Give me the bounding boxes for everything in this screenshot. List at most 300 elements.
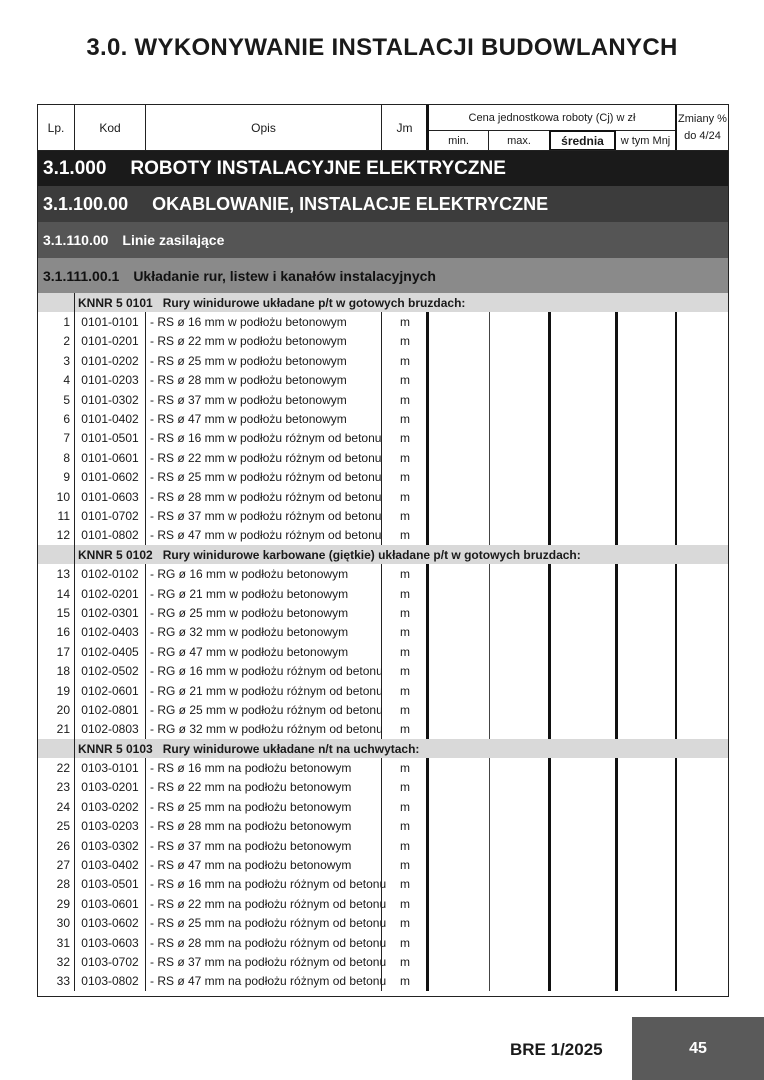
row-lp: 17 (38, 642, 75, 661)
row-jm: m (400, 508, 410, 523)
column-rule (426, 564, 429, 583)
column-rule (489, 409, 490, 428)
column-rule (489, 390, 490, 409)
table-row (38, 700, 728, 719)
row-jm: m (400, 353, 410, 368)
table-row (38, 758, 728, 777)
row-lp: 27 (38, 855, 75, 874)
row-jm: m (400, 664, 410, 679)
table-row (38, 409, 728, 428)
row-kod: 0103-0203 (75, 817, 146, 836)
column-rule (675, 797, 677, 816)
column-rule (615, 836, 618, 855)
group-header-row (38, 293, 728, 312)
row-opis: - RS ø 28 mm w podłożu różnym od betonu (146, 487, 382, 506)
table-row (38, 797, 728, 816)
column-rule (615, 681, 618, 700)
column-rule (675, 448, 677, 467)
row-kod: 0102-0601 (75, 681, 146, 700)
table-row (38, 526, 728, 545)
table-row (38, 603, 728, 622)
row-opis: - RS ø 47 mm na podłożu betonowym (146, 855, 382, 874)
column-rule (675, 642, 677, 661)
row-lp: 4 (38, 371, 75, 390)
column-rule (489, 836, 490, 855)
column-rule (548, 642, 551, 661)
column-rule (675, 972, 677, 991)
section-code: 3.1.111.00.1 (43, 267, 120, 284)
row-kod: 0101-0601 (75, 448, 146, 467)
column-rule (548, 797, 551, 816)
table-row (38, 506, 728, 525)
row-lp: 21 (38, 720, 75, 739)
row-kod: 0103-0201 (75, 778, 146, 797)
column-rule (675, 526, 677, 545)
table-row (38, 836, 728, 855)
row-kod: 0103-0802 (75, 972, 146, 991)
row-opis: - RG ø 32 mm w podłożu różnym od betonu (146, 720, 382, 739)
row-lp: 16 (38, 623, 75, 642)
column-rule (615, 700, 618, 719)
group-header-row (38, 739, 728, 758)
header-lp: Lp. (38, 105, 75, 151)
row-kod: 0102-0803 (75, 720, 146, 739)
row-jm: m (400, 412, 410, 427)
table-row (38, 390, 728, 409)
row-lp: 8 (38, 448, 75, 467)
column-rule (426, 468, 429, 487)
row-opis: - RS ø 37 mm w podłożu różnym od betonu (146, 506, 382, 525)
column-rule (615, 642, 618, 661)
column-rule (675, 720, 677, 739)
page-title: 3.0. WYKONYWANIE INSTALACJI BUDOWLANYCH (86, 34, 678, 61)
row-jm: m (400, 586, 410, 601)
column-rule (489, 526, 490, 545)
row-kod: 0101-0603 (75, 487, 146, 506)
group-knnr: KNNR 5 0103 (78, 741, 153, 756)
column-rule (675, 681, 677, 700)
column-rule (548, 817, 551, 836)
column-rule (615, 371, 618, 390)
row-lp: 15 (38, 603, 75, 622)
column-rule (615, 564, 618, 583)
table-row (38, 642, 728, 661)
row-lp: 11 (38, 506, 75, 525)
row-opis: - RS ø 22 mm na podłożu betonowym (146, 778, 382, 797)
group-knnr: KNNR 5 0101 (78, 295, 153, 310)
column-rule (675, 468, 677, 487)
row-jm: m (400, 838, 410, 853)
header-zmiany (677, 105, 728, 151)
group-title: Rury winidurowe układane n/t na uchwytach: (162, 741, 420, 756)
column-rule (74, 293, 75, 312)
column-rule (426, 797, 429, 816)
row-opis: - RS ø 37 mm na podłożu betonowym (146, 836, 382, 855)
column-rule (489, 332, 490, 351)
row-opis: - RG ø 32 mm w podłożu betonowym (146, 623, 382, 642)
column-rule (548, 681, 551, 700)
header-jm: Jm (382, 105, 428, 151)
row-jm: m (400, 858, 410, 873)
row-jm: m (400, 605, 410, 620)
table-row (38, 894, 728, 913)
row-jm: m (400, 799, 410, 814)
column-rule (615, 487, 618, 506)
column-rule (426, 332, 429, 351)
column-rule (548, 894, 551, 913)
row-kod: 0101-0101 (75, 312, 146, 331)
column-rule (426, 584, 429, 603)
column-rule (615, 448, 618, 467)
column-rule (675, 564, 677, 583)
column-rule (548, 390, 551, 409)
row-lp: 18 (38, 661, 75, 680)
column-rule (548, 409, 551, 428)
column-rule (489, 584, 490, 603)
row-jm: m (400, 489, 410, 504)
row-opis: - RS ø 22 mm w podłożu betonowym (146, 332, 382, 351)
column-rule (675, 933, 677, 952)
column-rule (548, 914, 551, 933)
row-lp: 3 (38, 351, 75, 370)
column-rule (548, 758, 551, 777)
column-rule (615, 875, 618, 894)
column-rule (615, 914, 618, 933)
column-rule (489, 778, 490, 797)
column-rule (489, 972, 490, 991)
page-number: 45 (689, 1039, 707, 1057)
table-row (38, 623, 728, 642)
column-rule (615, 623, 618, 642)
column-rule (675, 855, 677, 874)
column-rule (548, 487, 551, 506)
row-lp: 5 (38, 390, 75, 409)
column-rule (675, 429, 677, 448)
column-rule (489, 952, 490, 971)
row-kod: 0103-0402 (75, 855, 146, 874)
table-row (38, 448, 728, 467)
row-opis: - RS ø 25 mm na podłożu różnym od betonu (146, 914, 382, 933)
row-jm: m (400, 392, 410, 407)
column-rule (615, 390, 618, 409)
row-kod: 0101-0202 (75, 351, 146, 370)
header-kod: Kod (75, 105, 146, 151)
column-rule (548, 623, 551, 642)
column-rule (426, 875, 429, 894)
column-rule (489, 312, 490, 331)
column-rule (615, 312, 618, 331)
row-lp: 30 (38, 914, 75, 933)
column-rule (548, 778, 551, 797)
column-rule (426, 817, 429, 836)
column-rule (489, 603, 490, 622)
table-row (38, 468, 728, 487)
table-row (38, 351, 728, 370)
table-row (38, 817, 728, 836)
column-rule (675, 603, 677, 622)
column-rule (426, 836, 429, 855)
column-rule (548, 603, 551, 622)
table-row (38, 875, 728, 894)
column-rule (426, 933, 429, 952)
column-rule (615, 661, 618, 680)
row-lp: 32 (38, 952, 75, 971)
row-opis: - RS ø 25 mm na podłożu betonowym (146, 797, 382, 816)
column-rule (615, 332, 618, 351)
header-mnj: w tym Mnj (616, 130, 675, 151)
row-kod: 0103-0602 (75, 914, 146, 933)
column-rule (489, 720, 490, 739)
column-rule (675, 506, 677, 525)
column-rule (489, 875, 490, 894)
row-kod: 0101-0802 (75, 526, 146, 545)
column-rule (615, 409, 618, 428)
column-rule (548, 564, 551, 583)
row-lp: 1 (38, 312, 75, 331)
column-rule (426, 972, 429, 991)
row-opis: - RG ø 25 mm w podłożu betonowym (146, 603, 382, 622)
row-lp: 33 (38, 972, 75, 991)
header-srednia: średnia (549, 130, 616, 151)
row-opis: - RG ø 25 mm w podłożu różnym od betonu (146, 700, 382, 719)
column-rule (548, 448, 551, 467)
column-rule (426, 312, 429, 331)
row-jm: m (400, 683, 410, 698)
column-rule (675, 875, 677, 894)
column-rule (615, 778, 618, 797)
column-rule (489, 448, 490, 467)
column-rule (548, 836, 551, 855)
column-rule (548, 875, 551, 894)
column-rule (489, 758, 490, 777)
row-lp: 25 (38, 817, 75, 836)
header-zmiany-line1: Zmiany % (678, 113, 727, 125)
table-row (38, 972, 728, 991)
row-lp: 10 (38, 487, 75, 506)
column-rule (489, 700, 490, 719)
header-max: max. (489, 130, 549, 151)
row-kod: 0101-0203 (75, 371, 146, 390)
column-rule (548, 351, 551, 370)
row-kod: 0102-0405 (75, 642, 146, 661)
row-kod: 0103-0501 (75, 875, 146, 894)
section-name: ROBOTY INSTALACYJNE ELEKTRYCZNE (130, 157, 506, 179)
column-rule (426, 894, 429, 913)
column-rule (426, 855, 429, 874)
row-opis: - RS ø 28 mm na podłożu betonowym (146, 817, 382, 836)
row-lp: 7 (38, 429, 75, 448)
row-jm: m (400, 916, 410, 931)
row-opis: - RG ø 16 mm w podłożu różnym od betonu (146, 661, 382, 680)
column-rule (615, 468, 618, 487)
row-opis: - RS ø 16 mm w podłożu betonowym (146, 312, 382, 331)
column-rule (426, 778, 429, 797)
column-rule (675, 836, 677, 855)
row-opis: - RS ø 37 mm w podłożu betonowym (146, 390, 382, 409)
page-number-box (632, 1017, 764, 1080)
column-rule (426, 429, 429, 448)
column-rule (74, 545, 75, 564)
row-jm: m (400, 528, 410, 543)
column-rule (548, 855, 551, 874)
column-rule (548, 468, 551, 487)
row-opis: - RS ø 28 mm w podłożu betonowym (146, 371, 382, 390)
row-lp: 19 (38, 681, 75, 700)
row-lp: 24 (38, 797, 75, 816)
column-rule (675, 952, 677, 971)
column-rule (615, 584, 618, 603)
group-header-row (38, 545, 728, 564)
row-opis: - RS ø 22 mm w podłożu różnym od betonu (146, 448, 382, 467)
row-kod: 0102-0403 (75, 623, 146, 642)
header-cena: Cena jednostkowa roboty (Cj) w zł (468, 111, 636, 124)
column-rule (615, 506, 618, 525)
section-band-level3 (38, 222, 728, 258)
column-rule (489, 642, 490, 661)
column-rule (489, 661, 490, 680)
column-rule (615, 855, 618, 874)
row-kod: 0101-0402 (75, 409, 146, 428)
column-rule (489, 564, 490, 583)
row-kod: 0101-0201 (75, 332, 146, 351)
column-rule (489, 623, 490, 642)
row-opis: - RG ø 16 mm w podłożu betonowym (146, 564, 382, 583)
column-rule (548, 933, 551, 952)
column-rule (675, 914, 677, 933)
group-knnr: KNNR 5 0102 (78, 547, 153, 562)
row-jm: m (400, 334, 410, 349)
row-kod: 0101-0302 (75, 390, 146, 409)
column-rule (426, 952, 429, 971)
row-kod: 0103-0101 (75, 758, 146, 777)
column-rule (615, 952, 618, 971)
section-band-level4 (38, 258, 728, 293)
row-jm: m (400, 877, 410, 892)
table-row (38, 487, 728, 506)
column-rule (548, 952, 551, 971)
row-lp: 31 (38, 933, 75, 952)
group-title: Rury winidurowe karbowane (giętkie) układane p/t w gotowych bruzdach: (162, 547, 581, 562)
table-row (38, 855, 728, 874)
column-rule (615, 429, 618, 448)
group-title: Rury winidurowe układane p/t w gotowych bruzdach: (162, 295, 466, 310)
column-rule (426, 526, 429, 545)
column-rule (426, 351, 429, 370)
row-kod: 0102-0502 (75, 661, 146, 680)
row-lp: 9 (38, 468, 75, 487)
section-band-level2 (38, 186, 728, 222)
column-rule (426, 642, 429, 661)
row-opis: - RS ø 37 mm na podłożu różnym od betonu (146, 952, 382, 971)
section-code: 3.1.100.00 (43, 193, 129, 214)
column-rule (675, 332, 677, 351)
row-jm: m (400, 974, 410, 989)
row-opis: - RS ø 25 mm w podłożu betonowym (146, 351, 382, 370)
column-rule (615, 526, 618, 545)
column-rule (489, 855, 490, 874)
column-rule (675, 623, 677, 642)
row-kod: 0102-0102 (75, 564, 146, 583)
column-rule (489, 351, 490, 370)
row-jm: m (400, 644, 410, 659)
column-rule (675, 390, 677, 409)
column-rule (489, 468, 490, 487)
row-opis: - RS ø 16 mm w podłożu różnym od betonu (146, 429, 382, 448)
table-row (38, 681, 728, 700)
row-lp: 26 (38, 836, 75, 855)
row-jm: m (400, 954, 410, 969)
row-jm: m (400, 450, 410, 465)
column-rule (426, 603, 429, 622)
row-jm: m (400, 819, 410, 834)
row-lp: 13 (38, 564, 75, 583)
header-divider (675, 105, 677, 151)
column-rule (675, 409, 677, 428)
column-rule (675, 371, 677, 390)
column-rule (548, 371, 551, 390)
column-rule (675, 758, 677, 777)
column-rule (615, 603, 618, 622)
table-row (38, 914, 728, 933)
column-rule (426, 700, 429, 719)
table-row (38, 661, 728, 680)
column-rule (426, 914, 429, 933)
row-kod: 0103-0202 (75, 797, 146, 816)
row-lp: 14 (38, 584, 75, 603)
table-body (38, 293, 728, 991)
column-rule (489, 681, 490, 700)
column-rule (675, 584, 677, 603)
column-rule (615, 894, 618, 913)
table-row (38, 564, 728, 583)
column-rule (426, 661, 429, 680)
column-rule (675, 894, 677, 913)
row-jm: m (400, 431, 410, 446)
row-jm: m (400, 722, 410, 737)
column-rule (615, 817, 618, 836)
column-rule (548, 332, 551, 351)
column-rule (675, 817, 677, 836)
header-opis: Opis (146, 105, 382, 151)
publication-label: BRE 1/2025 (510, 1040, 603, 1059)
column-rule (426, 390, 429, 409)
row-jm: m (400, 780, 410, 795)
row-lp: 23 (38, 778, 75, 797)
column-rule (489, 797, 490, 816)
table-header (38, 105, 728, 151)
row-kod: 0101-0602 (75, 468, 146, 487)
column-rule (74, 739, 75, 758)
column-rule (489, 914, 490, 933)
row-jm: m (400, 896, 410, 911)
column-rule (615, 933, 618, 952)
row-jm: m (400, 470, 410, 485)
column-rule (548, 312, 551, 331)
section-name: Linie zasilające (122, 232, 225, 248)
row-opis: - RG ø 21 mm w podłożu różnym od betonu (146, 681, 382, 700)
row-lp: 22 (38, 758, 75, 777)
column-rule (489, 506, 490, 525)
row-kod: 0103-0702 (75, 952, 146, 971)
column-rule (489, 371, 490, 390)
section-name: Układanie rur, listew i kanałów instalacyjnych (133, 267, 436, 284)
column-rule (675, 487, 677, 506)
row-kod: 0103-0603 (75, 933, 146, 952)
column-rule (548, 526, 551, 545)
row-jm: m (400, 761, 410, 776)
column-rule (489, 429, 490, 448)
column-rule (615, 720, 618, 739)
